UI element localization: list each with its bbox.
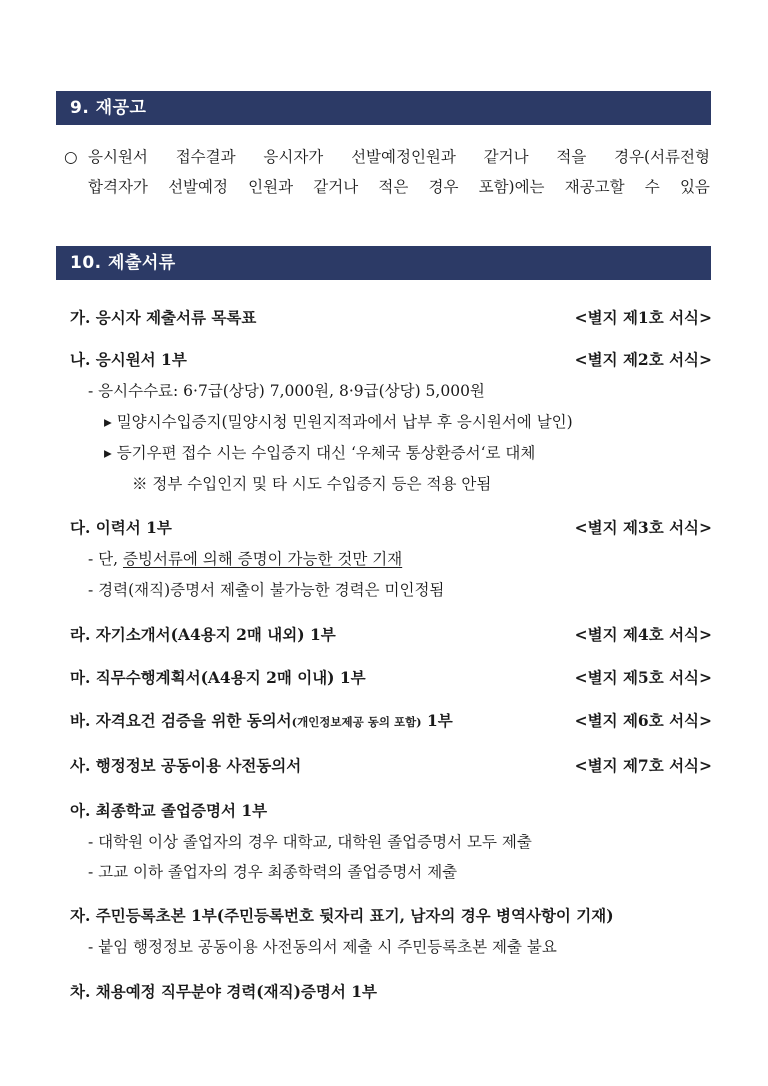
item-da-detail-1-prefix: - 단, <box>88 550 123 568</box>
item-ba-label-small: (개인정보제공 동의 포함) <box>291 715 422 729</box>
bullet-icon: ○ <box>64 148 78 166</box>
paragraph-word: 선발예정인원과 <box>351 148 456 166</box>
paragraph-word: 선발예정 <box>168 178 228 196</box>
paragraph-word: 적을 <box>556 148 587 166</box>
item-sa-label: 사. 행정정보 공동이용 사전동의서 <box>70 756 302 775</box>
paragraph-word: 인원과 <box>248 178 294 196</box>
item-ra-label: 라. 자기소개서(A4용지 2매 내외) 1부 <box>70 625 336 644</box>
paragraph-word: 응시자가 <box>263 148 324 166</box>
item-ra-form: <별지 제4호 서식> <box>574 625 712 644</box>
item-da-label: 다. 이력서 1부 <box>70 518 172 537</box>
item-ba-label <box>70 711 453 732</box>
item-na-label: 나. 응시원서 1부 <box>70 350 187 369</box>
item-da-detail-1 <box>88 549 402 569</box>
paragraph-word: 경우 <box>428 178 459 196</box>
item-ga-label: 가. 응시자 제출서류 목록표 <box>70 308 257 327</box>
item-sa-form: <별지 제7호 서식> <box>574 756 712 775</box>
item-cha-label: 차. 채용예정 직무분야 경력(재직)증명서 1부 <box>70 982 377 1001</box>
item-na-sub-2: ▸ 등기우편 접수 시는 수입증지 대신 ‘우체국 통상환증서‘로 대체 <box>104 444 536 462</box>
paragraph-word: 합격자가 <box>88 178 148 196</box>
paragraph-word: 포함)에는 <box>478 178 545 196</box>
item-na-note: ※ 정부 수입인지 및 타 시도 수입증지 등은 적용 안됨 <box>132 475 492 493</box>
paragraph-word: 접수결과 <box>175 148 236 166</box>
item-a-detail-2: - 고교 이하 졸업자의 경우 최종학력의 졸업증명서 제출 <box>88 863 458 881</box>
paragraph-word: 응시원서 <box>88 148 148 166</box>
item-na-sub-1: ▸ 밀양시수입증지(밀양시청 민원지적과에서 납부 후 응시원서에 날인) <box>104 413 573 431</box>
paragraph-word: 있음 <box>679 178 710 196</box>
section-9-header: 9. 재공고 <box>56 91 711 125</box>
section-9-line-2 <box>88 177 710 197</box>
section-10-header: 10. 제출서류 <box>56 246 711 280</box>
item-ja-detail-1: - 붙임 행정정보 공동이용 사전동의서 제출 시 주민등록초본 제출 불요 <box>88 938 557 956</box>
item-da-form: <별지 제3호 서식> <box>574 518 712 537</box>
item-da-detail-2: - 경력(재직)증명서 제출이 불가능한 경력은 미인정됨 <box>88 581 445 599</box>
item-ga-form: <별지 제1호 서식> <box>574 308 712 327</box>
item-na-form: <별지 제2호 서식> <box>574 350 712 369</box>
paragraph-word: 적은 <box>378 178 409 196</box>
item-ba-label-count: 1부 <box>421 711 453 730</box>
item-a-detail-1: - 대학원 이상 졸업자의 경우 대학교, 대학원 졸업증명서 모두 제출 <box>88 833 532 851</box>
section-9-line-1 <box>88 147 710 167</box>
paragraph-word: 같거나 <box>313 178 359 196</box>
item-ja-label: 자. 주민등록초본 1부(주민등록번호 뒷자리 표기, 남자의 경우 병역사항이 기재) <box>70 906 614 925</box>
item-ba-form: <별지 제6호 서식> <box>574 711 712 730</box>
paragraph-word: 같거나 <box>483 148 529 166</box>
item-ma-form: <별지 제5호 서식> <box>574 668 712 687</box>
paragraph-word: 수 <box>644 178 660 196</box>
item-na-fee: - 응시수수료: 6·7급(상당) 7,000원, 8·9급(상당) 5,000원 <box>88 382 485 400</box>
paragraph-word: 재공고할 <box>564 178 625 196</box>
item-ma-label: 마. 직무수행계획서(A4용지 2매 이내) 1부 <box>70 668 366 687</box>
item-a-label: 아. 최종학교 졸업증명서 1부 <box>70 801 268 820</box>
paragraph-word: 경우(서류전형 <box>614 148 710 166</box>
item-da-detail-1-underlined: 증빙서류에 의해 증명이 가능한 것만 기재 <box>123 550 403 568</box>
item-ba-label-main: 바. 자격요건 검증을 위한 동의서 <box>70 711 292 730</box>
